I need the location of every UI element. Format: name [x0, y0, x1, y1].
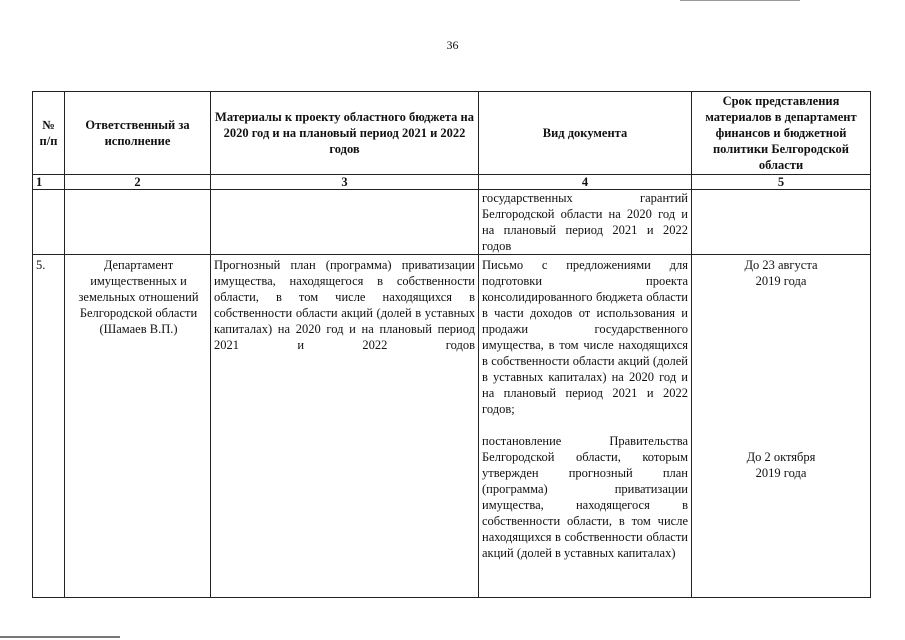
cell-empty	[692, 190, 871, 255]
continuation-doc-type: государственных гарантий Белгородской области на 2020 год и на плановый период 2021 и 2022 годов	[479, 190, 692, 255]
doc-type-letter: Письмо с предложениями для подготовки проекта консолидированного бюджета области в части доходов от использования и продажи государственного имущества, в том числе находящихся в собственности области акций (долей в уставных капиталах) на 2020 год и на плановый период 2021 и 2022 годов;	[482, 258, 688, 416]
continuation-row	[33, 190, 871, 255]
budget-materials-table	[32, 91, 871, 598]
responsible-cell: Департамент имущественных и земельных отношений Белгородской области (Шамаев В.П.)	[65, 255, 211, 598]
page-number: 36	[446, 38, 459, 52]
materials-cell: Прогнозный план (программа) приватизации имущества, находящегося в собственности области, в том числе находящихся в собственности области акций (долей в уставных капиталах) на 2020 год и на плановый период 2021 и 2022 годов	[211, 255, 479, 598]
column-number: 5	[692, 175, 871, 190]
spacer	[482, 417, 688, 433]
spacer	[695, 289, 867, 449]
column-number: 3	[211, 175, 479, 190]
deadline-cell	[692, 255, 871, 598]
cell-empty	[33, 190, 65, 255]
column-number-row	[33, 175, 871, 190]
cell-empty	[65, 190, 211, 255]
row-num: 5.	[33, 255, 65, 598]
deadline-resolution: До 2 октября 2019 года	[746, 450, 816, 480]
table-row-5	[33, 255, 871, 598]
doc-type-cell	[479, 255, 692, 598]
column-number: 4	[479, 175, 692, 190]
scan-line-bottom-left	[0, 636, 120, 638]
scan-line-top	[680, 0, 800, 1]
header-deadline: Срок представления материалов в департамент финансов и бюджетной политики Белгородской области	[692, 92, 871, 175]
deadline-letter: До 23 августа 2019 года	[744, 258, 818, 288]
header-num: № п/п	[33, 92, 65, 175]
cell-empty	[211, 190, 479, 255]
header-row	[33, 92, 871, 175]
doc-type-resolution: постановление Правительства Белгородской области, которым утвержден прогнозный план (программа) приватизации имущества, находящегося в собственности области, в том числе находящихся в собственности области акций (долей в уставных капиталах)	[482, 434, 688, 560]
column-number: 1	[33, 175, 65, 190]
header-doc-type: Вид документа	[479, 92, 692, 175]
header-responsible: Ответственный за исполнение	[65, 92, 211, 175]
column-number: 2	[65, 175, 211, 190]
header-materials: Материалы к проекту областного бюджета на 2020 год и на плановый период 2021 и 2022 годов	[211, 92, 479, 175]
